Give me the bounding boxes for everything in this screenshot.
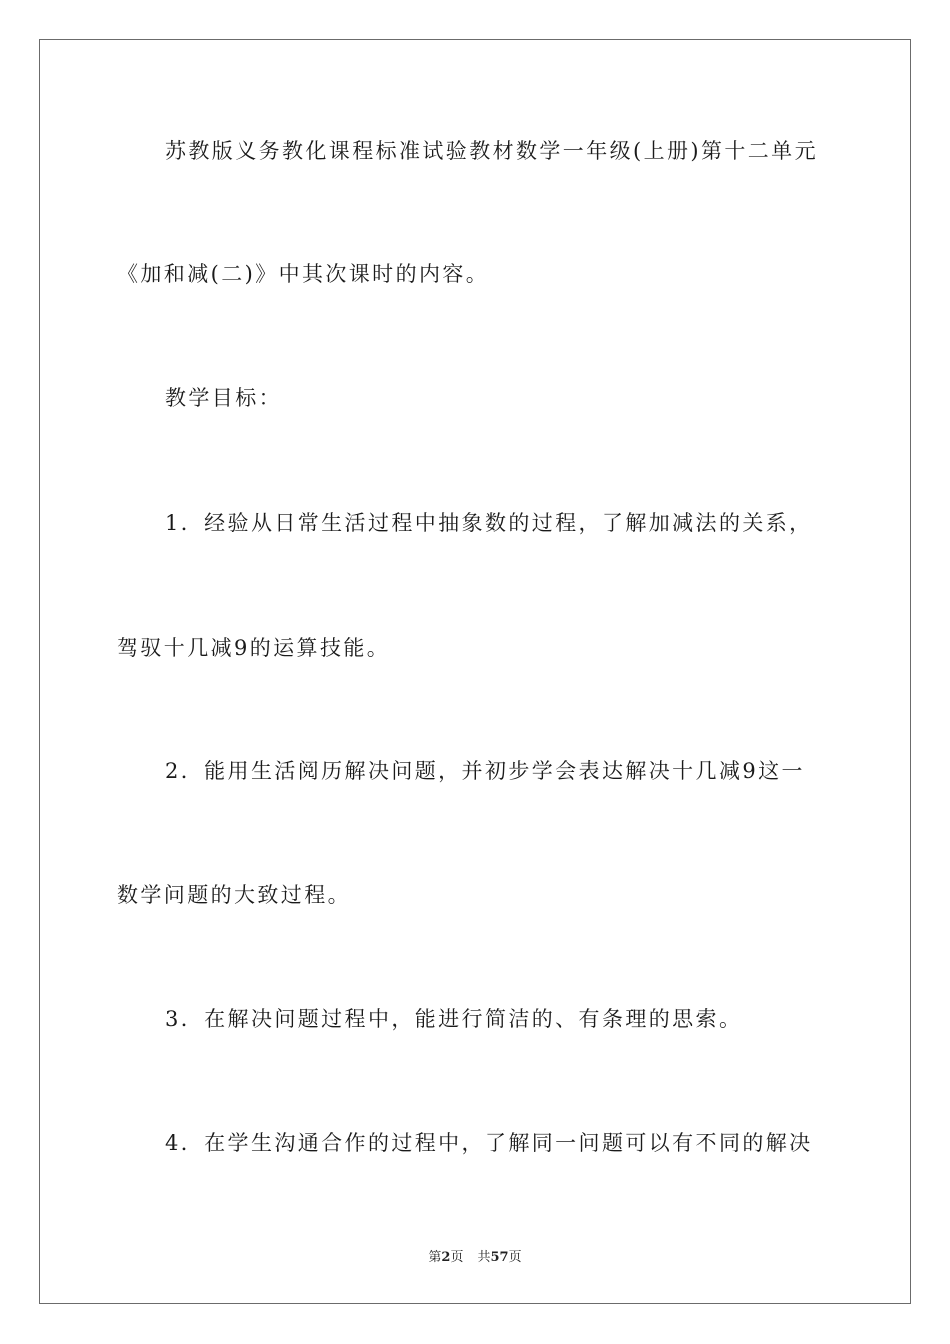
footer-page-prefix: 第 [428,1250,442,1265]
footer-page-suffix: 页 [450,1250,464,1265]
footer-total-pages: 57 [490,1250,509,1265]
objective-2-line-1: 2．能用生活阅历解决问题，并初步学会表达解决十几减9这一 [165,759,805,783]
footer-total-prefix: 共 [477,1250,491,1265]
page-footer [0,1249,950,1267]
paragraph-line-2: 《加和减(二)》中其次课时的内容。 [117,262,490,286]
footer-page-number: 2 [441,1250,451,1265]
section-heading-objectives: 教学目标： [165,386,282,410]
objective-3-line-1: 3．在解决问题过程中，能进行简洁的、有条理的思索。 [165,1007,743,1031]
footer-total-suffix: 页 [508,1250,522,1265]
paragraph-line-1: 苏教版义务教化课程标准试验教材数学一年级(上册)第十二单元 [165,139,818,163]
objective-4-line-1: 4．在学生沟通合作的过程中，了解同一问题可以有不同的解决 [165,1131,813,1155]
objective-1-line-2: 驾驭十几减9的运算技能。 [117,636,391,660]
page-border [39,39,911,1304]
objective-1-line-1: 1．经验从日常生活过程中抽象数的过程，了解加减法的关系， [165,511,813,535]
objective-2-line-2: 数学问题的大致过程。 [117,883,351,907]
